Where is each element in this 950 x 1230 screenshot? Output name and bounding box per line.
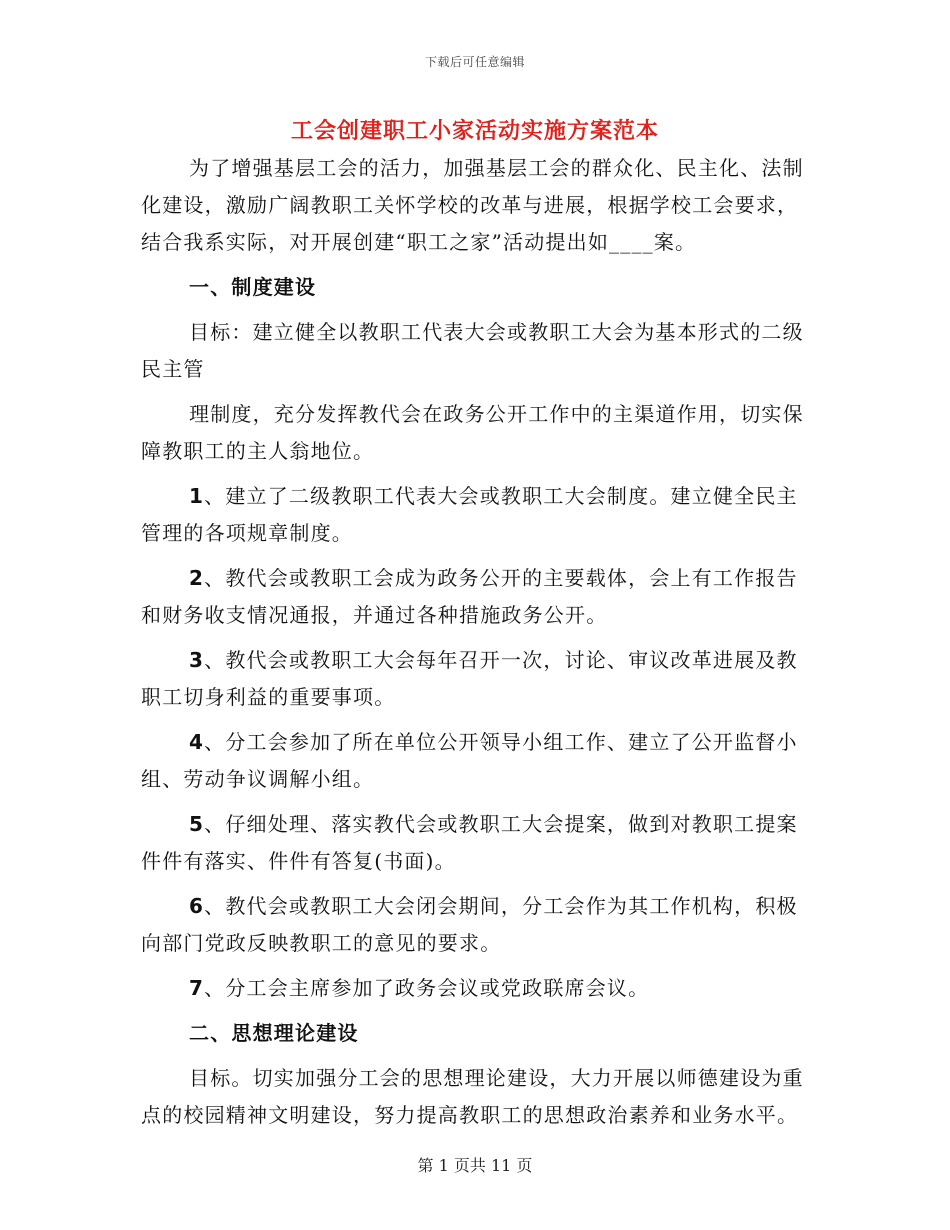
item-text: 、仔细处理、落实教代会或教职工大会提案，做到对教职工提案件件有落实、件件有答复(书面)。: [141, 812, 798, 873]
list-item: [141, 806, 813, 880]
item-text: 、教代会或教职工大会每年召开一次，讨论、审议改革进展及教职工切身利益的重要事项。: [141, 648, 798, 709]
document-body: [141, 150, 813, 1134]
document-title: 工会创建职工小家活动实施方案范本: [290, 119, 659, 144]
item-text: 、分工会参加了所在单位公开领导小组工作、建立了公开监督小组、劳动争议调解小组。: [141, 730, 798, 791]
item-number: 1: [189, 484, 205, 508]
item-number: 2: [189, 566, 205, 590]
list-item: [141, 724, 813, 798]
item-text: 、教代会或教职工会成为政务公开的主要载体，会上有工作报告和财务收支情况通报，并通过各种措施政务公开。: [141, 566, 798, 627]
item-number: 5: [189, 812, 205, 836]
item-number: 4: [189, 730, 205, 754]
list-item: [141, 970, 813, 1007]
section1-goal-a: 目标：建立健全以教职工代表大会或教职工大会为基本形式的二级民主管: [141, 320, 804, 381]
page-footer: 第 1 页共 11 页: [417, 1156, 533, 1175]
intro-paragraph: 为了增强基层工会的活力，加强基层工会的群众化、民主化、法制化建设，激励广阔教职工关怀学校的改革与进展，根据学校工会要求，结合我系实际，对开展创建“职工之家”活动提出如____案。: [141, 156, 804, 254]
list-item: [141, 560, 813, 634]
item-text: 、建立了二级教职工代表大会或教职工大会制度。建立健全民主管理的各项规章制度。: [141, 484, 798, 545]
section2-heading: 二、思想理论建设: [189, 1021, 359, 1045]
item-number: 3: [189, 648, 205, 672]
page-header: 下载后可任意编辑: [424, 55, 525, 69]
item-number: 7: [189, 976, 205, 1000]
list-item: [141, 642, 813, 716]
list-item: [141, 888, 813, 962]
item-text: 、分工会主席参加了政务会议或党政联席会议。: [204, 976, 650, 1000]
section1-goal-b: 理制度，充分发挥教代会在政务公开工作中的主渠道作用，切实保障教职工的主人翁地位。: [141, 402, 804, 463]
item-number: 6: [189, 894, 205, 918]
section2-goal: 目标。切实加强分工会的思想理论建设，大力开展以师德建设为重点的校园精神文明建设，努力提高教职工的思想政治素养和业务水平。: [141, 1066, 804, 1127]
section1-heading: 一、制度建设: [189, 275, 317, 299]
item-text: 、教代会或教职工大会闭会期间，分工会作为其工作机构，积极向部门党政反映教职工的意见的要求。: [141, 894, 798, 955]
list-item: [141, 478, 813, 552]
